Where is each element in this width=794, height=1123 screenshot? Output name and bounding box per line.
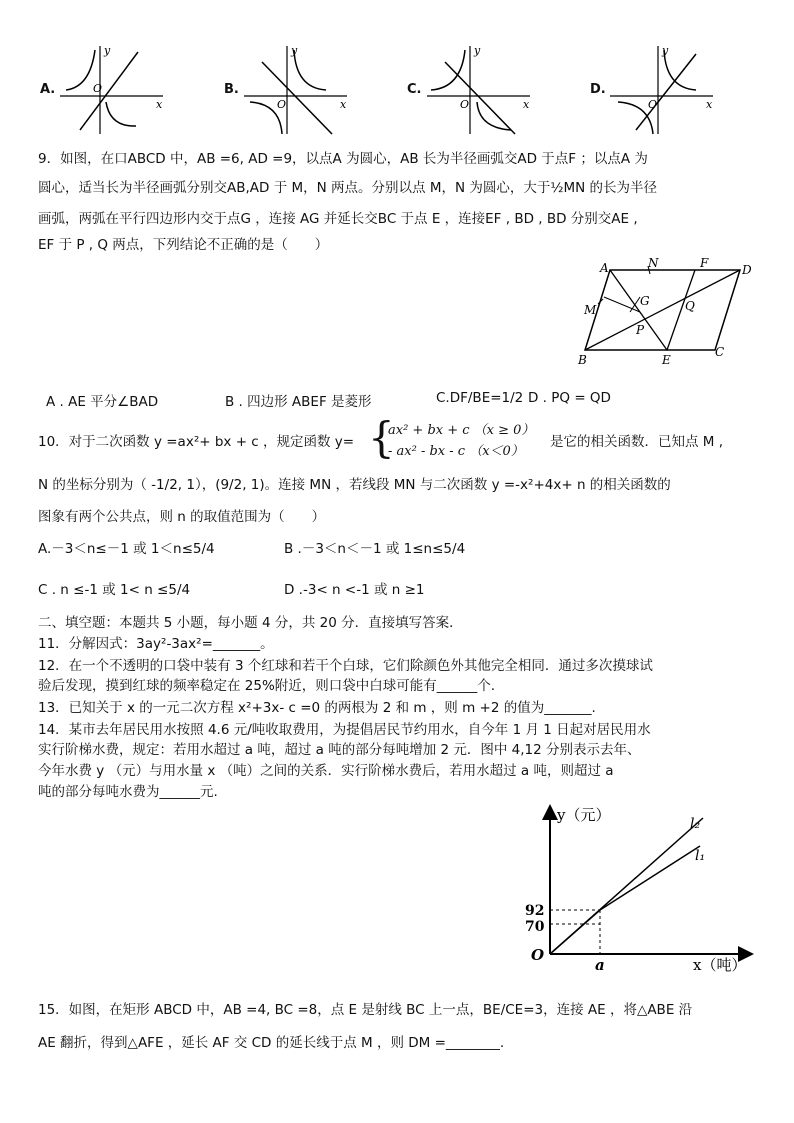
q10-line-1b: 是它的相关函数．已知点 M , <box>550 434 724 450</box>
svg-text:y: y <box>474 44 481 57</box>
graph-d <box>588 42 728 137</box>
q14-line-4: 吨的部分每吨水费为______元. <box>38 784 218 800</box>
q10-piece-1: ax² + bx + c （x ≥ 0） <box>388 423 535 438</box>
fig-label-E: E <box>662 353 671 367</box>
svg-text:x: x <box>340 98 347 111</box>
q9-line-4: EF 于 P , Q 两点，下列结论不正确的是（ ） <box>38 237 329 253</box>
q10-option-d: D .-3< n <-1 或 n ≥1 <box>284 582 425 598</box>
y-axis-label: y（元） <box>557 806 611 824</box>
section-2-heading: 二、填空题：本题共 5 小题，每小题 4 分，共 20 分．直接填写答案． <box>38 615 463 631</box>
graph-c <box>405 42 545 137</box>
q14-line-1: 14．某市去年居民用水按照 4.6 元/吨收取费用，为提倡居民节约用水，自今年 1 月 1 日起对居民用水 <box>38 722 651 738</box>
q9-line-1: 9．如图，在口ABCD 中，AB =6, AD =9，以点A 为圆心，AB 长为半径画弧交AD 于点F ；以点A 为 <box>38 151 648 167</box>
fig-label-G: G <box>640 294 650 308</box>
fig-label-C: C <box>715 345 725 359</box>
tick-70: 70 <box>525 919 545 935</box>
q12-line-2: 验后发现，摸到红球的频率稳定在 25%附近，则口袋中白球可能有______个. <box>38 678 496 694</box>
q10-option-b: B .－3＜n＜－1 或 1≤n≤5/4 <box>284 541 466 557</box>
svg-text:O: O <box>277 98 287 111</box>
svg-text:y: y <box>291 44 298 57</box>
tick-92: 92 <box>525 903 545 919</box>
q10-piece-2: - ax² - bx - c （x＜0） <box>388 444 524 459</box>
q9-option-c: C.DF/BE=1/2 <box>436 390 524 406</box>
q9-line-2: 圆心，适当长为半径画弧分别交AB,AD 于 M，N 两点。分别以点 M，N 为圆心，大于½MN 的长为半径 <box>38 180 657 196</box>
option-d-label: D. <box>590 82 606 97</box>
tick-a: a <box>595 956 605 974</box>
svg-text:x: x <box>706 98 713 111</box>
q11-text: 11．分解因式：3ay²-3ax²=_______。 <box>38 636 274 652</box>
option-b-label: B. <box>224 82 239 97</box>
q9-line-3: 画弧，两弧在平行四边形内交于点G ，连接 AG 并延长交BC 于点 E ，连接EF , BD , BD 分别交AE , <box>38 211 638 227</box>
q14-line-2: 实行阶梯水费，规定：若用水超过 a 吨，超过 a 吨的部分每吨增加 2 元．图中 4,12 分别表示去年、 <box>38 742 641 758</box>
q10-option-a: A.－3＜n≤－1 或 1＜n≤5/4 <box>38 541 215 557</box>
origin-label: O <box>531 946 545 964</box>
option-graph-a <box>38 42 178 137</box>
line-l1-segment-1 <box>550 910 600 954</box>
fig-label-F: F <box>700 256 709 270</box>
q15-line-2: AE 翻折，得到△AFE ，延长 AF 交 CD 的延长线于点 M ，则 DM =________. <box>38 1035 505 1051</box>
fig-label-B: B <box>578 353 587 367</box>
q14-graph <box>515 798 760 983</box>
q10-line-3: 图象有两个公共点，则 n 的取值范围为（ ） <box>38 509 326 525</box>
svg-text:x: x <box>156 98 163 111</box>
fig-label-D: D <box>742 263 752 277</box>
svg-text:y: y <box>104 44 111 57</box>
graph-b <box>222 42 362 137</box>
option-graph-d <box>588 42 728 137</box>
q10-line-2: N 的坐标分别为（ -1/2, 1），(9/2, 1)。连接 MN ，若线段 MN 与二次函数 y =-x²+4x+ n 的相关函数的 <box>38 477 671 493</box>
fig-label-Q: Q <box>685 299 695 313</box>
option-graph-c <box>405 42 545 137</box>
q10-line-1a: 10．对于二次函数 y =ax²+ bx + c ，规定函数 y= <box>38 434 355 450</box>
svg-text:O: O <box>648 98 658 111</box>
svg-text:O: O <box>460 98 470 111</box>
option-c-label: C. <box>407 82 422 97</box>
q13-text: 13．已知关于 x 的一元二次方程 x²+3x- c =0 的两根为 2 和 m ，则 m +2 的值为_______. <box>38 700 596 716</box>
q15-line-1: 15．如图，在矩形 ABCD 中，AB =4, BC =8，点 E 是射线 BC 上一点，BE/CE=3，连接 AE ，将△ABE 沿 <box>38 1002 693 1018</box>
q9-option-b: B . 四边形 ABEF 是菱形 <box>225 394 372 410</box>
option-a-label: A. <box>40 82 56 97</box>
q9-parallelogram-figure <box>570 252 765 372</box>
line-l1-segment-2 <box>600 846 700 910</box>
q14-line-3: 今年水费 y （元）与用水量 x （吨）之间的关系．实行阶梯水费后，若用水超过 a 吨，则超过 a <box>38 763 614 779</box>
graph-a <box>38 42 178 137</box>
label-l1: l₁ <box>695 848 706 864</box>
q9-option-a: A . AE 平分∠BAD <box>46 394 159 410</box>
svg-text:x: x <box>523 98 530 111</box>
option-graph-b <box>222 42 362 137</box>
q12-line-1: 12．在一个不透明的口袋中装有 3 个红球和若干个白球，它们除颜色外其他完全相同．通过多次摸球试 <box>38 658 653 674</box>
x-axis-label: x（吨） <box>693 956 747 974</box>
fig-label-A: A <box>600 261 609 275</box>
q10-brace: { <box>368 413 395 462</box>
label-l2: l₂ <box>690 816 701 832</box>
fig-label-M: M <box>584 303 597 317</box>
q10-option-c: C . n ≤-1 或 1< n ≤5/4 <box>38 582 191 598</box>
fig-label-P: P <box>636 323 645 337</box>
svg-text:y: y <box>662 44 669 57</box>
q9-option-d: D . PQ = QD <box>528 390 611 406</box>
svg-text:O: O <box>93 82 103 95</box>
fig-label-N: N <box>648 256 659 270</box>
